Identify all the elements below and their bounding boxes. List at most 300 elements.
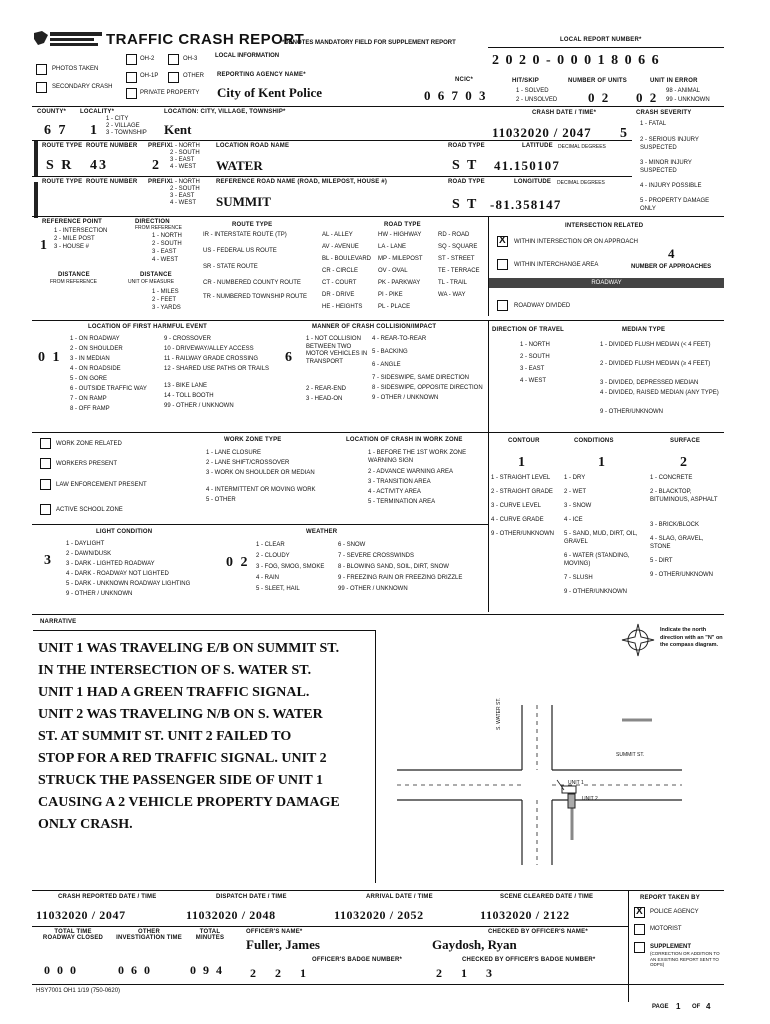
ref-point-label: REFERENCE POINT	[42, 219, 103, 225]
direction-label: DIRECTION	[135, 219, 170, 225]
weather-col-a	[256, 542, 336, 597]
wz-loc-4: 4 - ACTIVITY AREA	[368, 489, 421, 495]
unit-in-error-label: UNIT IN ERROR	[650, 78, 698, 84]
harmful-a-3: 3 - IN MEDIAN	[70, 356, 110, 362]
road-type-a-5: CT - COURT	[322, 280, 357, 286]
checked-badge-label: CHECKED BY OFFICER'S BADGE NUMBER*	[462, 957, 596, 963]
wz-type-2: 2 - LANE SHIFT/CROSSOVER	[206, 460, 290, 466]
prefix-value[interactable]: 2	[152, 158, 161, 173]
median-type-label: MEDIAN TYPE	[622, 327, 666, 333]
light-opt-4: 4 - DARK - ROADWAY NOT LIGHTED	[66, 571, 169, 577]
motorist-checkbox[interactable]	[634, 924, 645, 935]
dist-unit-opt-1: 1 - MILES	[152, 289, 179, 295]
oh1p-label: OH-1P	[140, 73, 159, 79]
weather-b-3: 8 - BLOWING SAND, SOIL, DIRT, SNOW	[338, 564, 449, 570]
wz-location-opts	[368, 450, 488, 509]
other-label: OTHER	[183, 73, 204, 79]
narrative-line-4: UNIT 2 WAS TRAVELING N/B ON S. WATER	[38, 707, 323, 722]
active-school-zone-label: ACTIVE SCHOOL ZONE	[56, 507, 123, 513]
prefix-label-ref: PREFIX	[148, 179, 171, 185]
oh3-label: OH-3	[183, 56, 198, 62]
reported-time-label: CRASH REPORTED DATE / TIME	[58, 894, 157, 900]
travel-opt-3: 3 - EAST	[520, 366, 545, 372]
surface-value[interactable]: 2	[680, 455, 689, 470]
narrative-line-9: ONLY CRASH.	[38, 817, 133, 832]
road-type-a-2: AV - AVENUE	[322, 244, 359, 250]
harmful-event-col-b	[164, 336, 276, 413]
weather-label: WEATHER	[306, 529, 338, 535]
route-type-label-ref: ROUTE TYPE	[42, 179, 83, 185]
severity-opt-1: 1 - FATAL	[640, 121, 667, 127]
compass-note: Indicate the north direction with an "N" on the compass diagram.	[660, 627, 723, 648]
cond-opt-3: 3 - SNOW	[564, 503, 592, 509]
within-interchange-checkbox[interactable]	[497, 259, 508, 270]
harmful-b-2: 10 - DRIVEWAY/ALLEY ACCESS	[164, 346, 254, 352]
officer-badge[interactable]: 2 2 1	[250, 966, 314, 980]
latitude-unit: DECIMAL DEGREES	[558, 144, 606, 150]
severity-opt-4: 4 - INJURY POSSIBLE	[640, 183, 702, 189]
crash-diagram	[392, 690, 692, 870]
wz-type-3: 3 - WORK ON SHOULDER OR MEDIAN	[206, 470, 315, 476]
num-units[interactable]: 0 2	[588, 90, 611, 105]
local-information-label: LOCAL INFORMATION	[215, 53, 280, 59]
diagram-label-water: S. WATER ST.	[496, 697, 502, 730]
police-agency-checkbox[interactable]	[634, 907, 645, 918]
collision-b-5: 8 - SIDESWIPE, OPPOSITE DIRECTION	[372, 385, 483, 391]
surface-opt-2: 2 - BLACKTOP, BITUMINOUS, ASPHALT	[650, 489, 718, 503]
photos-taken-label: PHOTOS TAKEN	[52, 66, 99, 72]
wz-loc-2: 2 - ADVANCE WARNING AREA	[368, 469, 454, 475]
collision-a-2: 2 - REAR-END	[306, 386, 347, 392]
light-condition-value[interactable]: 3	[44, 553, 53, 568]
road-type-c-1: RD - ROAD	[438, 232, 470, 238]
roadway-header: ROADWAY	[489, 278, 724, 288]
road-type-b-4: OV - OVAL	[378, 268, 408, 274]
report-title: TRAFFIC CRASH REPORT	[106, 31, 305, 48]
weather-a-3: 3 - FOG, SMOG, SMOKE	[256, 564, 325, 570]
road-type-a-3: BL - BOULEVARD	[322, 256, 372, 262]
wz-type-1: 1 - LANE CLOSURE	[206, 450, 262, 456]
contour-label: CONTOUR	[508, 438, 540, 444]
agency-seal-icon	[32, 29, 104, 51]
locality-opt-1: 1 - CITY	[106, 116, 129, 122]
page-number: 1	[676, 1002, 681, 1011]
dispatch-time-label: DISPATCH DATE / TIME	[216, 894, 287, 900]
harmful-event-value[interactable]: 0 1	[38, 350, 62, 365]
crash-date-label: CRASH DATE / TIME*	[532, 110, 597, 116]
longitude-label: LONGITUDE	[514, 179, 552, 185]
unit-in-error-opt-2: 99 - UNKNOWN	[666, 97, 710, 103]
reported-time[interactable]: 11032020 / 2047	[36, 908, 126, 922]
road-type-a-4: CR - CIRCLE	[322, 268, 359, 274]
collision-b-4: 7 - SIDESWIPE, SAME DIRECTION	[372, 375, 470, 381]
narrative-line-5: ST. AT SUMMIT ST. UNIT 2 FAILED TO	[38, 729, 292, 744]
road-type-b-7: PL - PLACE	[378, 304, 411, 310]
private-property-checkbox[interactable]	[126, 88, 137, 99]
ncic-label: NCIC*	[455, 77, 474, 83]
other-checkbox[interactable]	[168, 72, 179, 83]
weather-b-5: 99 - OTHER / UNKNOWN	[338, 586, 408, 592]
harmful-a-5: 5 - ON GORE	[70, 376, 108, 382]
locality-value[interactable]: 1	[90, 123, 99, 138]
route-type-1: IR - INTERSTATE ROUTE (TP)	[203, 232, 287, 238]
route-number-value[interactable]: 43	[90, 158, 108, 173]
county-value[interactable]: 6 7	[44, 123, 68, 138]
of-label: OF	[692, 1004, 701, 1010]
road-type-b-6: PI - PIKE	[378, 292, 403, 298]
work-zone-type-opts	[206, 450, 336, 507]
travel-direction-opts	[520, 342, 550, 390]
conditions-label: CONDITIONS	[574, 438, 614, 444]
cond-opt-2: 2 - WET	[564, 489, 586, 495]
travel-opt-2: 2 - SOUTH	[520, 354, 550, 360]
severity-opt-3: 3 - MINOR INJURY SUSPECTED	[640, 160, 692, 174]
dispatch-time[interactable]: 11032020 / 2048	[186, 908, 276, 922]
num-units-label: NUMBER OF UNITS	[568, 78, 627, 84]
surface-opts	[650, 475, 724, 586]
wz-loc-5: 5 - TERMINATION AREA	[368, 499, 436, 505]
longitude-unit: DECIMAL DEGREES	[557, 180, 605, 186]
ref-point-value[interactable]: 1	[40, 238, 49, 253]
ref-point-opt-2: 2 - MILE POST	[54, 236, 95, 242]
work-zone-related-label: WORK ZONE RELATED	[56, 441, 122, 447]
contour-opt-1: 1 - STRAIGHT LEVEL	[491, 475, 551, 481]
weather-value[interactable]: 0 2	[226, 555, 250, 570]
mandatory-note: *DENOTES MANDATORY FIELD FOR SUPPLEMENT REPORT	[282, 40, 456, 46]
wz-location-label: LOCATION OF CRASH IN WORK ZONE	[346, 437, 463, 443]
dist-unit-opt-2: 2 - FEET	[152, 297, 177, 303]
distance-label: DISTANCE	[58, 272, 90, 278]
route-type-label: ROUTE TYPE	[42, 143, 83, 149]
prefix-opt-4: 4 - WEST	[170, 164, 197, 170]
travel-opt-4: 4 - WEST	[520, 378, 547, 384]
weather-b-1: 6 - SNOW	[338, 542, 366, 548]
harmful-b-7: 99 - OTHER / UNKNOWN	[164, 403, 234, 409]
harmful-a-1: 1 - ON ROADWAY	[70, 336, 120, 342]
cond-opt-5: 5 - SAND, MUD, DIRT, OIL, GRAVEL	[564, 531, 638, 545]
collision-col-a	[306, 336, 368, 406]
travel-opt-1: 1 - NORTH	[520, 342, 550, 348]
crash-severity[interactable]: 5	[620, 126, 629, 141]
reporting-agency-label: REPORTING AGENCY NAME*	[217, 72, 306, 78]
form-id: HSY7001 OH1 1/19 (750-0620)	[36, 988, 121, 994]
prefix-ref-opt-1: 1 - NORTH	[170, 179, 200, 185]
harmful-b-1: 9 - CROSSOVER	[164, 336, 212, 342]
law-enforcement-label: LAW ENFORCEMENT PRESENT	[56, 482, 147, 488]
harmful-event-col-a	[70, 336, 147, 416]
road-type-header: ROAD TYPE	[384, 222, 421, 228]
motorist-label: MOTORIST	[650, 926, 682, 932]
route-number-label: ROUTE NUMBER	[86, 143, 138, 149]
ref-point-opt-1: 1 - INTERSECTION	[54, 228, 108, 234]
wz-loc-3: 3 - TRANSITION AREA	[368, 479, 431, 485]
collision-b-3: 6 - ANGLE	[372, 362, 401, 368]
cond-opt-7: 7 - SLUSH	[564, 575, 593, 581]
within-intersection-checkbox[interactable]	[497, 236, 508, 247]
location-road-label: LOCATION ROAD NAME	[216, 143, 290, 149]
contour-opt-4: 4 - CURVE GRADE	[491, 517, 544, 523]
total-time-label: TOTAL TIME ROADWAY CLOSED	[42, 929, 104, 941]
route-type-5: TR - NUMBERED TOWNSHIP ROUTE	[203, 294, 308, 300]
crash-severity-label: CRASH SEVERITY	[636, 110, 692, 116]
secondary-crash-checkbox[interactable]	[36, 82, 47, 93]
collision-value[interactable]: 6	[285, 350, 294, 365]
diagram-label-unit1: UNIT 1	[568, 780, 584, 786]
cond-opt-8: 9 - OTHER/UNKNOWN	[564, 589, 627, 595]
cond-opt-6: 6 - WATER (STANDING, MOVING)	[564, 553, 630, 567]
road-type-a-7: HE - HEIGHTS	[322, 304, 363, 310]
harmful-a-6: 6 - OUTSIDE TRAFFIC WAY	[70, 386, 147, 392]
cond-opt-4: 4 - ICE	[564, 517, 583, 523]
road-type-c-6: WA - WAY	[438, 292, 466, 298]
intersection-header: INTERSECTION RELATED	[565, 223, 644, 229]
report-taken-label: REPORT TAKEN BY	[640, 895, 700, 901]
reporting-agency[interactable]: City of Kent Police	[217, 85, 323, 100]
light-condition-label: LIGHT CONDITION	[96, 529, 153, 535]
harmful-a-8: 8 - OFF RAMP	[70, 406, 110, 412]
weather-a-5: 5 - SLEET, HAIL	[256, 586, 300, 592]
oh2-label: OH-2	[140, 56, 155, 62]
arrival-time-label: ARRIVAL DATE / TIME	[366, 894, 433, 900]
harmful-b-5: 13 - BIKE LANE	[164, 383, 208, 389]
route-type-value[interactable]: S R	[46, 158, 74, 173]
checked-name[interactable]: Gaydosh, Ryan	[432, 937, 517, 952]
road-type-c-4: TE - TERRACE	[438, 268, 480, 274]
cleared-time[interactable]: 11032020 / 2122	[480, 908, 570, 922]
surface-opt-1: 1 - CONCRETE	[650, 475, 693, 481]
total-minutes-label: TOTAL MINUTES	[195, 929, 225, 941]
light-opt-1: 1 - DAYLIGHT	[66, 541, 105, 547]
road-type-value-1[interactable]: S T	[452, 158, 479, 173]
weather-b-2: 7 - SEVERE CROSSWINDS	[338, 553, 415, 559]
collision-label: MANNER OF CRASH COLLISION/IMPACT	[312, 324, 437, 330]
workers-present-label: WORKERS PRESENT	[56, 461, 118, 467]
prefix-ref-opt-3: 3 - EAST	[170, 193, 195, 199]
distance-sub: FROM REFERENCE	[50, 279, 97, 285]
collision-a-1: 1 - NOT COLLISION BETWEEN TWO MOTOR VEHICLES IN TRANSPORT	[306, 336, 368, 365]
road-type-label-2: ROAD TYPE	[448, 179, 485, 185]
private-property-label: PRIVATE PROPERTY	[140, 90, 200, 96]
unit-in-error-opt-1: 98 - ANIMAL	[666, 88, 701, 94]
direction-opt-2: 2 - SOUTH	[152, 241, 182, 247]
secondary-crash-label: SECONDARY CRASH	[52, 84, 113, 90]
total-time[interactable]: 0 0 0	[44, 963, 78, 977]
officer-badge-label: OFFICER'S BADGE NUMBER*	[312, 957, 403, 963]
within-interchange-label: WITHIN INTERCHANGE AREA	[514, 262, 599, 268]
page-total: 4	[706, 1002, 711, 1011]
conditions-opts	[564, 475, 646, 603]
ref-road[interactable]: SUMMIT	[216, 194, 271, 209]
road-type-a-1: AL - ALLEY	[322, 232, 353, 238]
other-inv-label: OTHER INVESTIGATION TIME	[116, 929, 182, 941]
location-name[interactable]: Kent	[164, 122, 192, 137]
road-type-b-1: HW - HIGHWAY	[378, 232, 422, 238]
ref-point-opt-3: 3 - HOUSE #	[54, 244, 90, 250]
narrative-line-6: STOP FOR A RED TRAFFIC SIGNAL. UNIT 2	[38, 751, 327, 766]
diagram-label-summit: SUMMIT ST.	[616, 752, 645, 758]
collision-b-6: 9 - OTHER / UNKNOWN	[372, 395, 439, 401]
harmful-b-4: 12 - SHARED USE PATHS OR TRAILS	[164, 366, 270, 372]
direction-opt-4: 4 - WEST	[152, 257, 179, 263]
prefix-ref-opt-2: 2 - SOUTH	[170, 186, 200, 192]
latitude-label: LATITUDE	[522, 143, 553, 149]
median-opt-1: 1 - DIVIDED FLUSH MEDIAN (< 4 FEET)	[600, 342, 711, 348]
road-types-col-c	[438, 232, 480, 304]
weather-col-b	[338, 542, 488, 597]
unit-in-error[interactable]: 0 2	[636, 90, 659, 105]
median-opt-3: 3 - DIVIDED, DEPRESSED MEDIAN	[600, 380, 699, 386]
ncic-value[interactable]: 0 6 7 0 3	[424, 88, 488, 103]
route-type-3: SR - STATE ROUTE	[203, 264, 258, 270]
dist-unit-label: DISTANCE	[140, 272, 172, 278]
hit-skip-opt-1: 1 - SOLVED	[516, 88, 549, 94]
work-zone-related-checkbox[interactable]	[40, 438, 51, 449]
collision-b-2: 5 - BACKING	[372, 349, 408, 355]
location-side-strip	[34, 140, 38, 176]
roadway-divided-checkbox[interactable]	[497, 300, 508, 311]
route-type-header: ROUTE TYPE	[232, 222, 273, 228]
contour-opt-5: 9 - OTHER/UNKNOWN	[491, 531, 554, 537]
prefix-opt-2: 2 - SOUTH	[170, 150, 200, 156]
cleared-time-label: SCENE CLEARED DATE / TIME	[500, 894, 594, 900]
narrative-line-8: CAUSING A 2 VEHICLE PROPERTY DAMAGE	[38, 795, 340, 810]
supplement-label: SUPPLEMENT	[650, 944, 692, 950]
road-type-b-5: PK - PARKWAY	[378, 280, 421, 286]
officer-name-label: OFFICER'S NAME*	[246, 929, 303, 935]
light-opt-2: 2 - DAWN/DUSK	[66, 551, 112, 557]
narrative-label: NARRATIVE	[40, 619, 77, 625]
conditions-value[interactable]: 1	[598, 455, 607, 470]
hit-skip-opt-2: 2 - UNSOLVED	[516, 97, 558, 103]
ref-road-label: REFERENCE ROAD NAME (ROAD, MILEPOST, HOUSE #)	[216, 179, 388, 185]
prefix-label: PREFIX	[148, 143, 171, 149]
light-opt-6: 9 - OTHER / UNKNOWN	[66, 591, 133, 597]
law-enforcement-checkbox[interactable]	[40, 479, 51, 490]
within-intersection-label: WITHIN INTERSECTION OR ON APPROACH	[514, 239, 639, 245]
supplement-note: (CORRECTION OR ADDITION TO AN EXISTING REPORT SENT TO ODPS)	[650, 951, 720, 967]
narrative-line-7: STRUCK THE PASSENGER SIDE OF UNIT 1	[38, 773, 323, 788]
local-report-number-label: LOCAL REPORT NUMBER*	[560, 37, 642, 43]
locality-opt-3: 3 - TOWNSHIP	[106, 130, 147, 136]
narrative-line-2: IN THE INTERSECTION OF S. WATER ST.	[38, 663, 312, 678]
oh1p-checkbox[interactable]	[126, 72, 137, 83]
other-inv[interactable]: 0 6 0	[118, 963, 152, 977]
road-type-b-2: LA - LANE	[378, 244, 407, 250]
travel-direction-label: DIRECTION OF TRAVEL	[492, 327, 565, 333]
checked-badge[interactable]: 2 1 3	[436, 966, 500, 980]
diagram-label-unit2: UNIT 2	[582, 796, 598, 802]
weather-b-4: 9 - FREEZING RAIN OR FREEZING DRIZZLE	[338, 575, 463, 581]
location-road[interactable]: WATER	[216, 158, 263, 173]
police-agency-label: POLICE AGENCY	[650, 909, 699, 915]
total-minutes[interactable]: 0 9 4	[190, 963, 224, 977]
compass-icon[interactable]	[620, 622, 656, 658]
harmful-a-2: 2 - ON SHOULDER	[70, 346, 123, 352]
num-approaches-value[interactable]: 4	[668, 246, 677, 261]
route-type-4: CR - NUMBERED COUNTY ROUTE	[203, 280, 301, 286]
wz-loc-1: 1 - BEFORE THE 1ST WORK ZONE WARNING SIGN	[368, 450, 467, 464]
harmful-a-7: 7 - ON RAMP	[70, 396, 107, 402]
oh3-checkbox[interactable]	[168, 54, 179, 65]
roadway-divided-label: ROADWAY DIVIDED	[514, 303, 571, 309]
surface-opt-6: 9 - OTHER/UNKNOWN	[650, 572, 713, 578]
harmful-event-label: LOCATION OF FIRST HARMFUL EVENT	[88, 324, 207, 330]
severity-opt-5: 5 - PROPERTY DAMAGE ONLY	[640, 198, 710, 212]
road-type-c-5: TL - TRAIL	[438, 280, 468, 286]
direction-opt-1: 1 - NORTH	[152, 233, 182, 239]
surface-opt-3: 3 - BRICK/BLOCK	[650, 522, 700, 528]
arrival-time[interactable]: 11032020 / 2052	[334, 908, 424, 922]
route-type-2: US - FEDERAL US ROUTE	[203, 248, 277, 254]
cond-opt-1: 1 - DRY	[564, 475, 586, 481]
contour-value[interactable]: 1	[518, 455, 527, 470]
light-opt-3: 3 - DARK - LIGHTED ROADWAY	[66, 561, 155, 567]
prefix-opt-3: 3 - EAST	[170, 157, 195, 163]
weather-a-2: 2 - CLOUDY	[256, 553, 290, 559]
active-school-zone-checkbox[interactable]	[40, 504, 51, 515]
road-type-b-3: MP - MILEPOST	[378, 256, 423, 262]
reference-side-strip	[34, 182, 38, 218]
wz-type-4: 4 - INTERMITTENT OR MOVING WORK	[206, 487, 316, 493]
harmful-b-3: 11 - RAILWAY GRADE CROSSING	[164, 356, 259, 362]
workers-present-checkbox[interactable]	[40, 458, 51, 469]
road-type-a-6: DR - DRIVE	[322, 292, 355, 298]
narrative-line-1: UNIT 1 WAS TRAVELING E/B ON SUMMIT ST.	[38, 641, 340, 656]
weather-a-1: 1 - CLEAR	[256, 542, 285, 548]
road-type-c-3: ST - STREET	[438, 256, 475, 262]
dist-unit-opt-3: 3 - YARDS	[152, 305, 181, 311]
light-condition-opts	[66, 541, 216, 601]
contour-opt-2: 2 - STRAIGHT GRADE	[491, 489, 553, 495]
surface-opt-4: 4 - SLAG, GRAVEL, STONE	[650, 536, 704, 550]
narrative-line-3: UNIT 1 HAD A GREEN TRAFFIC SIGNAL.	[38, 685, 310, 700]
road-types-col-b	[378, 232, 423, 316]
locality-opt-2: 2 - VILLAGE	[106, 123, 140, 129]
longitude-value[interactable]: -81.358147	[490, 197, 562, 212]
checked-name-label: CHECKED BY OFFICER'S NAME*	[488, 929, 588, 935]
median-type-opts	[600, 342, 724, 419]
locality-label: LOCALITY*	[80, 109, 115, 115]
severity-opt-2: 2 - SERIOUS INJURY SUSPECTED	[640, 137, 699, 151]
light-opt-5: 5 - DARK - UNKNOWN ROADWAY LIGHTING	[66, 581, 191, 587]
num-approaches-label: NUMBER OF APPROACHES	[631, 264, 712, 270]
prefix-ref-opt-4: 4 - WEST	[170, 200, 197, 206]
crash-date[interactable]: 11032020 / 2047	[492, 125, 592, 140]
supplement-checkbox[interactable]	[634, 942, 645, 953]
contour-opts	[491, 475, 565, 545]
officer-name[interactable]: Fuller, James	[246, 937, 320, 952]
collision-b-1: 4 - REAR-TO-REAR	[372, 336, 427, 342]
weather-a-4: 4 - RAIN	[256, 575, 280, 581]
oh2-checkbox[interactable]	[126, 54, 137, 65]
local-report-number[interactable]: 2 0 2 0 - 0 0 0 1 8 0 6 6	[492, 53, 661, 68]
narrative-text[interactable]	[38, 638, 378, 836]
county-label: COUNTY*	[37, 109, 67, 115]
work-zone-type-label: WORK ZONE TYPE	[224, 437, 282, 443]
harmful-b-6: 14 - TOLL BOOTH	[164, 393, 214, 399]
latitude-value[interactable]: 41.150107	[494, 158, 561, 173]
direction-sub: FROM REFERENCE	[135, 225, 182, 231]
median-opt-2: 2 - DIVIDED FLUSH MEDIAN (≥ 4 FEET)	[600, 361, 711, 367]
harmful-a-4: 4 - ON ROADSIDE	[70, 366, 121, 372]
photos-taken-checkbox[interactable]	[36, 64, 47, 75]
direction-opt-3: 3 - EAST	[152, 249, 177, 255]
road-type-c-2: SQ - SQUARE	[438, 244, 478, 250]
surface-opt-5: 5 - DIRT	[650, 558, 673, 564]
median-opt-4: 4 - DIVIDED, RAISED MEDIAN (ANY TYPE)	[600, 390, 719, 396]
road-type-value-2[interactable]: S T	[452, 197, 479, 212]
hit-skip-label: HIT/SKIP	[512, 78, 539, 84]
